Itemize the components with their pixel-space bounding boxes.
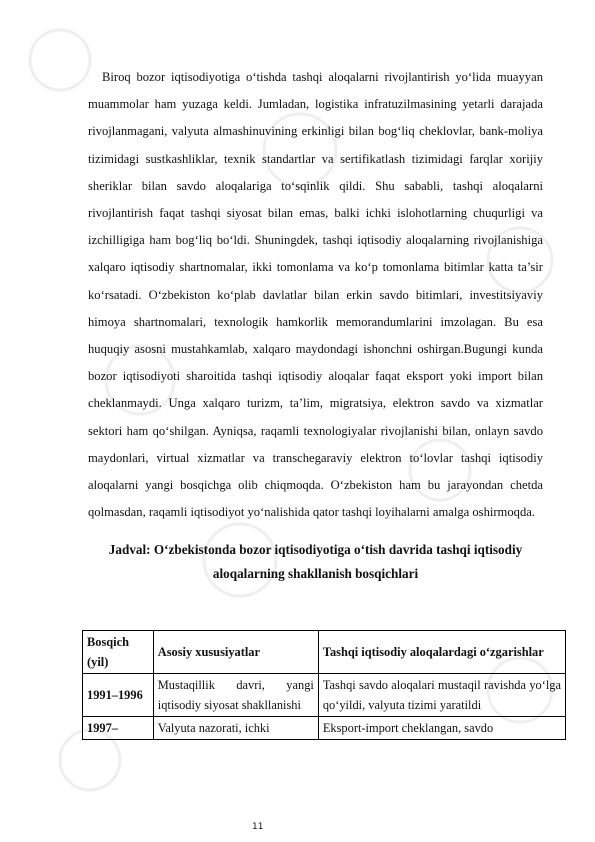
table-row — [83, 674, 566, 717]
stages-table — [82, 630, 566, 740]
table-header-features: Asosiy xususiyatlar — [153, 631, 318, 674]
table-cell-changes: Tashqi savdo aloqalari mustaqil ravishda yo‘lga qo‘yildi, valyuta tizimi yaratildi — [318, 674, 565, 717]
table-caption: Jadval: O‘zbekistonda bozor iqtisodiyotiga o‘tish davrida tashqi iqtisodiy aloqalarning shakllanish bosqichlari — [108, 542, 523, 582]
table-cell-features: Mustaqillik davri, yangi iqtisodiy siyosat shakllanishi — [153, 674, 318, 717]
table-cell-stage: 1991–1996 — [83, 674, 154, 717]
table-header-row — [83, 631, 566, 674]
table-header-stage: Bosqich (yil) — [83, 631, 154, 674]
table-row — [83, 717, 566, 740]
table-cell-stage: 1997– — [83, 717, 154, 740]
table-cell-features: Valyuta nazorati, ichki — [153, 717, 318, 740]
page-content — [88, 64, 543, 586]
table-cell-changes: Eksport-import cheklangan, savdo — [318, 717, 565, 740]
page-number: 11 — [252, 822, 264, 832]
body-paragraph: Biroq bozor iqtisodiyotiga o‘tishda tashqi aloqalarni rivojlantirish yo‘lida muayyan muammolar ham yuzaga keldi. Jumladan, logistika infratuzilmasining yetarli darajada rivojlanmagani, valyuta almashinuvining erkinligi bilan bog‘liq cheklovlar, bank-moliya tizimidagi sustkashliklar, texnik standartlar va sertifikatlash tizimidagi farqlar xorijiy sheriklar bilan savdo aloqalariga to‘sqinlik qildi. Shu sababli, tashqi aloqalarni rivojlantirish faqat tashqi siyosat bilan emas, balki ichki islohotlarning chuqurligi va izchilligiga ham bog‘liq bo‘ldi. Shuningdek, tashqi iqtisodiy aloqalarning rivojlanishiga xalqaro iqtisodiy shartnomalar, ikki tomonlama va ko‘p tomonlama bitimlar katta ta’sir ko‘rsatadi. O‘zbekiston ko‘plab davlatlar bilan erkin savdo bitimlari, investitsiyaviy himoya shartnomalari, texnologik hamkorlik memorandumlarini imzolagan. Bu esa huquqiy asosni mustahkamlab, xalqaro maydondagi ishonchni oshirgan.Bugungi kunda bozor iqtisodiyoti sharoitida tashqi iqtisodiy aloqalar faqat eksport yoki import bilan cheklanmaydi. Unga xalqaro turizm, ta’lim, migratsiya, elektron savdo va xizmatlar sektori ham qo‘shilgan. Ayniqsa, raqamli texnologiyalar rivojlanishi bilan, onlayn savdo maydonlari, virtual xizmatlar va transchegaraviy elektron to‘lovlar tashqi iqtisodiy aloqalarni yangi bosqichga olib chiqmoqda. O‘zbekiston ham bu jarayondan chetda qolmasdan, raqamli iqtisodiyot yo‘nalishida qator tashqi loyihalarni amalga oshirmoqda. — [88, 70, 543, 520]
table-header-changes: Tashqi iqtisodiy aloqalardagi o‘zgarishlar — [318, 631, 565, 674]
